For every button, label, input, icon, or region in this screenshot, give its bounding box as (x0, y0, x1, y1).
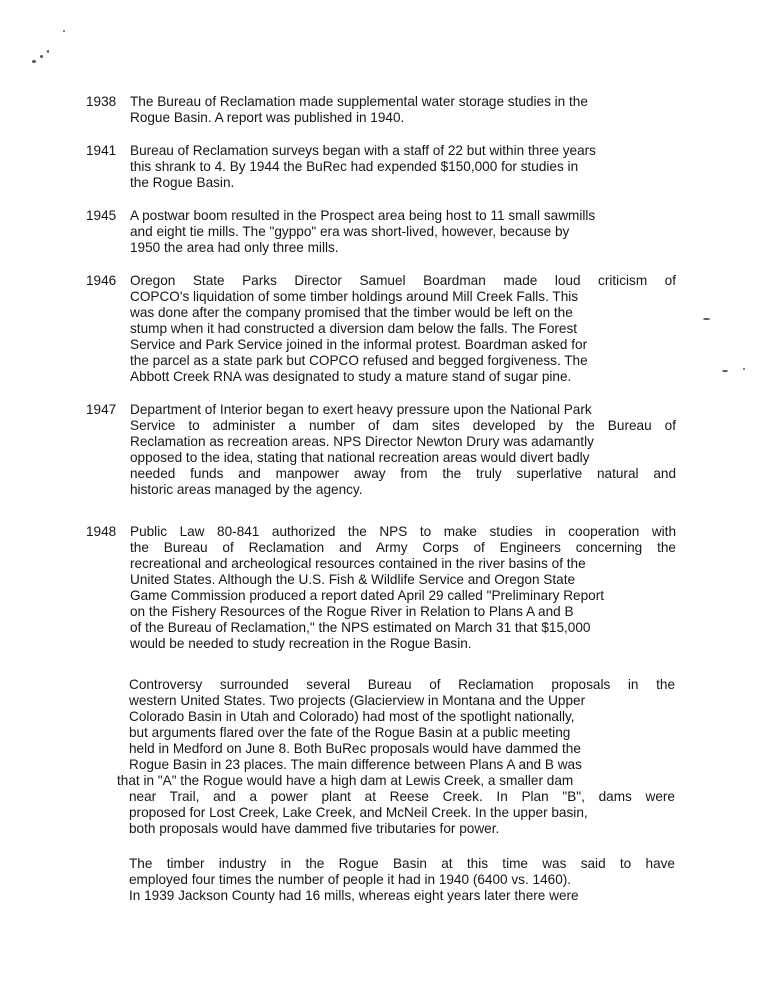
text-line: the parcel as a state park but COPCO refused and begged forgiveness. The (130, 353, 588, 368)
text-line: that in "A" the Rogue would have a high dam at Lewis Creek, a smaller dam (117, 773, 574, 788)
text-line: Public Law 80-841 authorized the NPS to make studies in cooperation with (130, 524, 676, 539)
text-line: Controversy surrounded several Bureau of Reclamation proposals in the (129, 677, 675, 692)
text-line: on the Fishery Resources of the Rogue River in Relation to Plans A and B (130, 604, 574, 619)
scan-speck (703, 318, 710, 320)
entry-text (130, 524, 676, 652)
text-line: was done after the company promised that the timber would be left on the (130, 305, 573, 320)
text-line: and eight tie mills. The "gyppo" era was short-lived, however, because by (130, 224, 570, 239)
entry-text (130, 208, 676, 256)
text-line: The timber industry in the Rogue Basin at this time was said to have (129, 856, 675, 871)
text-line: would be needed to study recreation in the Rogue Basin. (130, 636, 472, 651)
text-line: Oregon State Parks Director Samuel Boardman made loud criticism of (130, 273, 676, 288)
text-line: COPCO's liquidation of some timber holdings around Mill Creek Falls. This (130, 289, 579, 304)
timeline-entry-1941 (86, 143, 676, 191)
text-line: Rogue Basin. A report was published in 1940. (130, 110, 405, 125)
scan-speck (722, 370, 728, 372)
text-line: Service to administer a number of dam sites developed by the Bureau of (130, 418, 676, 433)
entry-text (130, 273, 676, 385)
text-line: historic areas managed by the agency. (130, 482, 363, 497)
text-line: recreational and archeological resources contained in the river basins of the (130, 556, 586, 571)
text-line: but arguments flared over the fate of the Rogue Basin at a public meeting (129, 725, 571, 740)
entry-text (130, 402, 676, 498)
text-line: Abbott Creek RNA was designated to study a mature stand of sugar pine. (130, 369, 572, 384)
timeline-entry-1938 (86, 94, 676, 126)
timeline-entry-1946 (86, 273, 676, 385)
entry-year: 1938 (86, 94, 117, 109)
entry-year: 1947 (86, 402, 117, 417)
body-paragraph (117, 677, 675, 837)
text-line: Colorado Basin in Utah and Colorado) had most of the spotlight nationally, (129, 709, 575, 724)
timeline-entry-1945 (86, 208, 676, 256)
scan-speck (40, 55, 43, 58)
text-line: The Bureau of Reclamation made supplemental water storage studies in the (130, 94, 588, 109)
text-line: A postwar boom resulted in the Prospect area being host to 11 small sawmills (130, 208, 596, 223)
text-line: of the Bureau of Reclamation," the NPS estimated on March 31 that $15,000 (130, 620, 591, 635)
text-line: United States. Although the U.S. Fish & Wildlife Service and Oregon State (130, 572, 576, 587)
entry-year: 1945 (86, 208, 117, 223)
text-line: employed four times the number of people it had in 1940 (6400 vs. 1460). (129, 872, 572, 887)
text-line: western United States. Two projects (Glacierview in Montana and the Upper (129, 693, 586, 708)
text-line: held in Medford on June 8. Both BuRec proposals would have dammed the (129, 741, 581, 756)
text-line: 1950 the area had only three mills. (130, 240, 339, 255)
scan-speck (743, 368, 745, 370)
entry-text (130, 143, 676, 191)
text-line: both proposals would have dammed five tributaries for power. (129, 821, 500, 836)
scan-speck (32, 60, 36, 63)
entry-year: 1946 (86, 273, 117, 288)
entry-year: 1941 (86, 143, 117, 158)
scan-speck (63, 30, 65, 32)
text-line: opposed to the idea, stating that national recreation areas would divert badly (130, 450, 590, 465)
text-line: the Rogue Basin. (130, 175, 235, 190)
text-line: the Bureau of Reclamation and Army Corps of Engineers concerning the (130, 540, 676, 555)
text-line: stump when it had constructed a diversion dam below the falls. The Forest (130, 321, 578, 336)
text-line: Reclamation as recreation areas. NPS Director Newton Drury was adamantly (130, 434, 594, 449)
text-line: this shrank to 4. By 1944 the BuRec had expended $150,000 for studies in (130, 159, 579, 174)
text-line: Service and Park Service joined in the informal protest. Boardman asked for (130, 337, 588, 352)
text-line: Rogue Basin in 23 places. The main difference between Plans A and B was (129, 757, 582, 772)
scan-speck (47, 50, 49, 53)
timeline-entry-1948 (86, 524, 676, 652)
text-line: proposed for Lost Creek, Lake Creek, and McNeil Creek. In the upper basin, (129, 805, 588, 820)
body-paragraph (129, 856, 675, 904)
text-line: Department of Interior began to exert heavy pressure upon the National Park (130, 402, 592, 417)
text-line: In 1939 Jackson County had 16 mills, whereas eight years later there were (129, 888, 579, 903)
entry-year: 1948 (86, 524, 117, 539)
text-line: needed funds and manpower away from the truly superlative natural and (130, 466, 676, 481)
entry-text (130, 94, 676, 126)
text-line: Game Commission produced a report dated April 29 called "Preliminary Report (130, 588, 605, 603)
timeline-entry-1947 (86, 402, 676, 498)
text-line: near Trail, and a power plant at Reese Creek. In Plan "B", dams were (129, 789, 675, 804)
text-line: Bureau of Reclamation surveys began with a staff of 22 but within three years (130, 143, 596, 158)
